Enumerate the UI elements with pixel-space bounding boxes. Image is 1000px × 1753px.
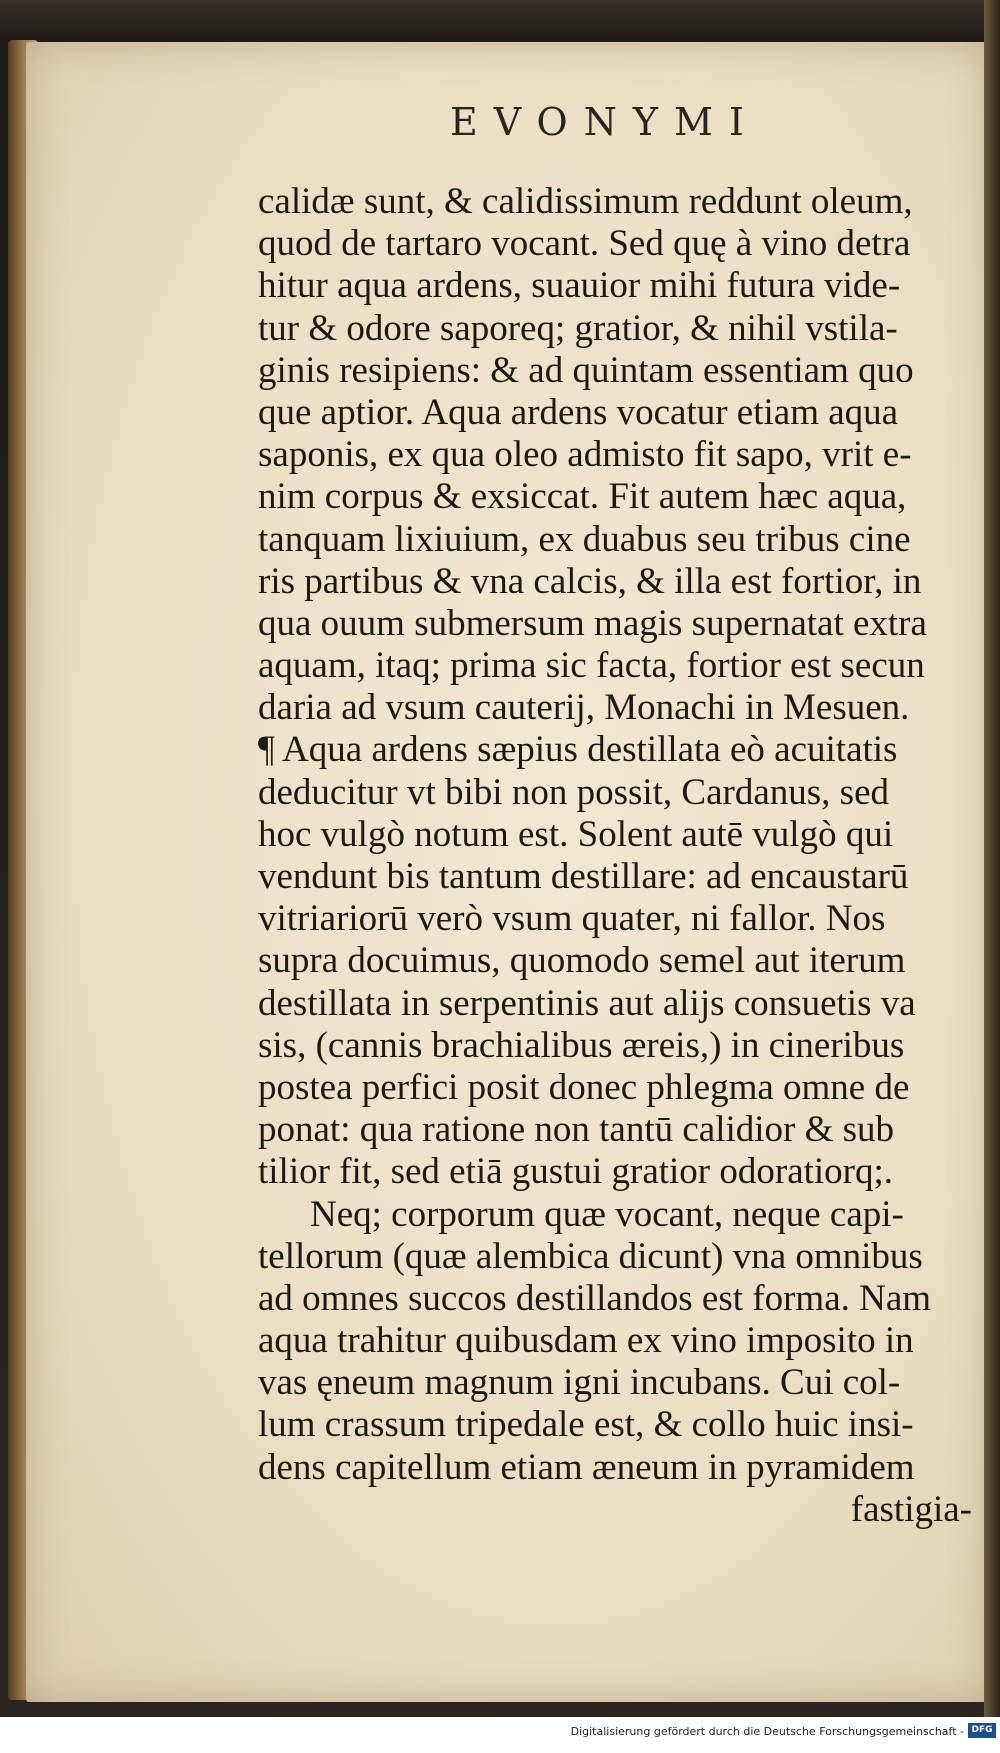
text-line: hoc vulgò notum est. Solent autē vulgò qui	[258, 813, 894, 855]
text-line: tanquam lixiuium, ex duabus seu tribus cine	[258, 518, 911, 560]
footer-bar	[0, 1717, 1000, 1753]
text-line: saponis, ex qua oleo admisto fit sapo, vrit e-	[258, 434, 912, 476]
text-line: calidæ sunt, & calidissimum reddunt oleum,	[258, 181, 913, 222]
text-line: ¶ Aqua ardens sæpius destillata eò acuitatis	[258, 729, 898, 771]
text-line: que aptior. Aqua ardens vocatur etiam aqua	[258, 391, 899, 433]
text-line: tilior fit, sed etiā gustui gratior odoratiorq;.	[258, 1151, 894, 1193]
text-line: dens capitellum etiam æneum in pyramidem	[258, 1446, 915, 1488]
text-line: nim corpus & exsiccat. Fit autem hæc aqua,	[258, 476, 907, 518]
text-line: daria ad vsum cauterij, Monachi in Mesuen.	[258, 687, 910, 729]
text-line: aqua trahitur quibusdam ex vino imposito in	[258, 1320, 914, 1362]
text-line: ginis resipiens: & ad quintam essentiam quo	[258, 349, 914, 391]
text-line: hitur aqua ardens, suauior mihi futura vide-	[258, 265, 901, 307]
text-line: ad omnes succos destillandos est forma. Nam	[258, 1277, 932, 1319]
text-line: lum crassum tripedale est, & collo huic insi-	[258, 1404, 914, 1446]
text-line: supra docuimus, quomodo semel aut iterum	[258, 940, 906, 982]
text-line: postea perfici posit donec phlegma omne de	[258, 1066, 910, 1108]
text-line: aquam, itaq; prima sic facta, fortior est secun	[258, 645, 925, 687]
text-line: tur & odore saporeq; gratior, & nihil vstila-	[258, 307, 898, 349]
text-line: destillata in serpentinis aut alijs consuetis va	[258, 982, 916, 1024]
text-line: ponat: qua ratione non tantū calidior & sub	[258, 1109, 895, 1151]
text-line: quod de tartaro vocant. Sed quę à vino detra	[258, 223, 911, 265]
text-line: vendunt bis tantum destillare: ad encaustarū	[258, 856, 909, 897]
funding-credit: Digitalisierung gefördert durch die Deutsche Forschungsgemeinschaft -	[570, 1725, 964, 1738]
text-line: Neq; corporum quæ vocant, neque capi-	[310, 1193, 904, 1235]
catchword: fastigia-	[850, 1488, 972, 1530]
text-line: ris partibus & vna calcis, & illa est fortior, in	[258, 560, 922, 602]
text-line: tellorum (quæ alembica dicunt) vna omnibus	[258, 1235, 923, 1277]
text-line: sis, (cannis brachialibus æreis,) in cineribus	[258, 1024, 905, 1066]
text-line: deducitur vt bibi non possit, Cardanus, sed	[258, 771, 889, 813]
dfg-logo-icon: DFG	[968, 1723, 996, 1738]
running-head: EVONYMI	[450, 100, 760, 144]
text-line: vas ęneum magnum igni incubans. Cui col-	[258, 1362, 901, 1404]
text-line: vitriariorū verò vsum quater, ni fallor. Nos	[258, 898, 886, 940]
right-binding-edge	[984, 0, 1000, 1753]
body-text	[258, 181, 978, 1531]
text-line: qua ouum submersum magis supernatat extra	[258, 602, 927, 644]
